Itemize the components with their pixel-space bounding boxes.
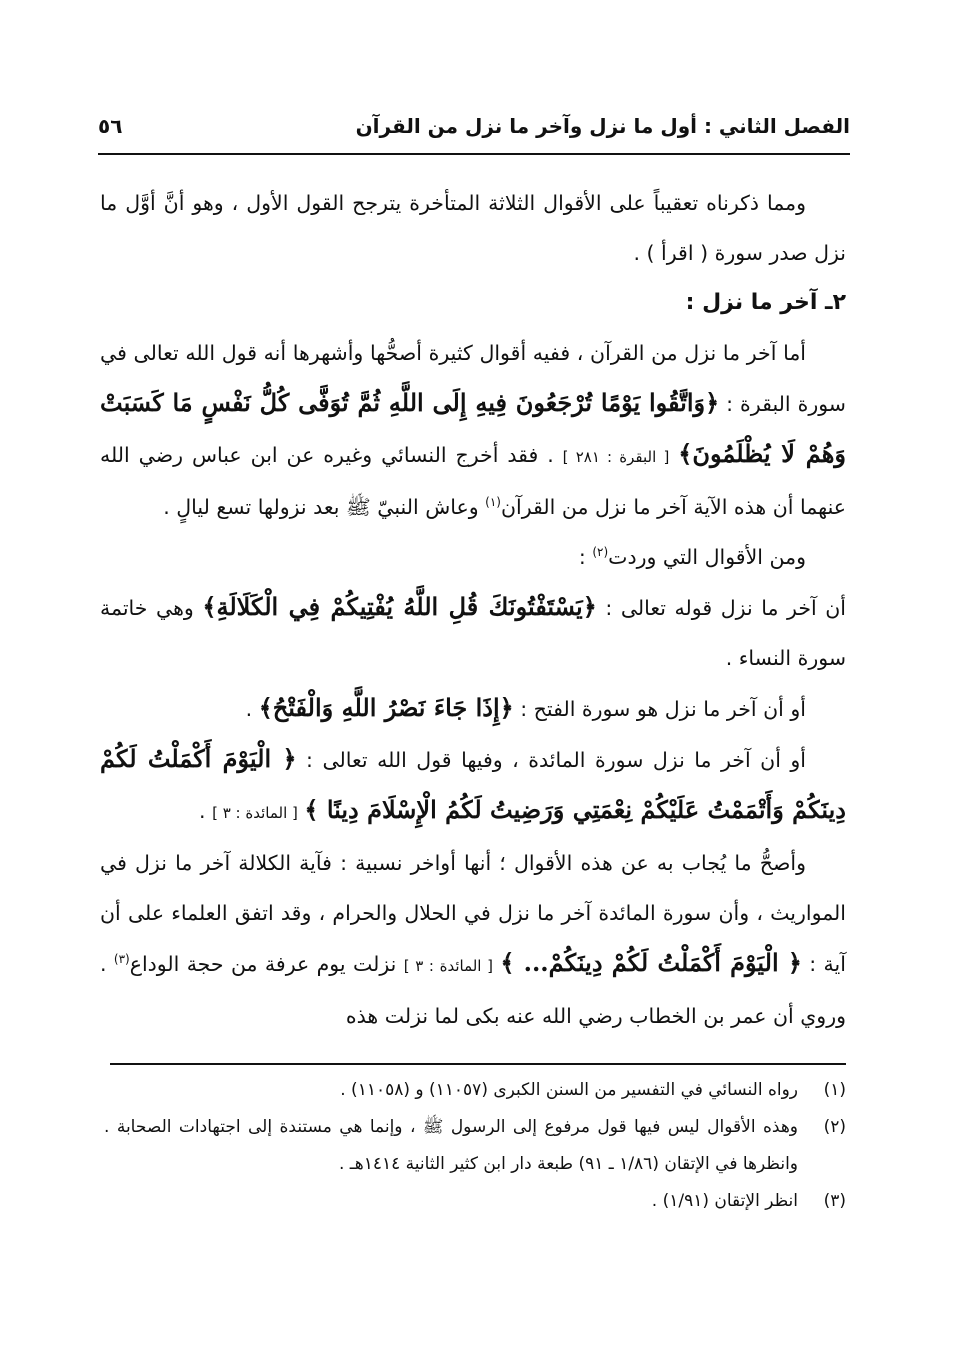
paragraph-3: [100, 532, 846, 582]
chapter-title: الفصل الثاني : أول ما نزل وآخر ما نزل من القرآن: [355, 114, 850, 138]
footnote-text: رواه النسائي في التفسير من السنن الكبرى (١١٠٥٧) و (١١٠٥٨) .: [340, 1080, 798, 1100]
verse-reference: [ المائدة : ٣ ]: [212, 804, 298, 822]
paragraph-2-rest: . فقد أخرج النسائي وغيره عن ابن عباس رضي الله عنهما أن هذه الآية آخر ما نزل من القرآن: [100, 443, 846, 519]
footnote-marker-3[interactable]: (٣): [113, 952, 130, 967]
paragraph-2: [100, 328, 846, 532]
paragraph-5-end: .: [245, 697, 253, 721]
main-text: [100, 178, 846, 1041]
paragraph-6-intro: أو أن آخر ما نزل سورة المائدة ، وفيها قول الله تعالى :: [306, 748, 806, 772]
paragraph-5: [100, 683, 846, 734]
paragraph-1: ومما ذكرناه تعقيباً على الأقوال الثلاثة المتأخرة يترجح القول الأول ، وهو أنَّ أوَّل ما نزل صدر سورة ( اقرأ ) .: [100, 191, 846, 265]
footnotes: [104, 1072, 846, 1220]
quran-verse-fath: ﴿إِذَا جَاءَ نَصْرُ اللَّهِ وَالْفَتْحُ﴾: [258, 693, 514, 722]
footnote: [104, 1183, 846, 1220]
section-heading: ٢ـ آخر ما نزل :: [685, 290, 846, 315]
paragraph-6: [100, 734, 846, 838]
footnote-text: انظر الإتقان (١/٩١) .: [651, 1191, 798, 1211]
verse-reference: [ البقرة : ٢٨١ ]: [562, 448, 670, 466]
paragraph-3-end: :: [578, 545, 586, 569]
paragraph-5-intro: أو أن آخر ما نزل هو سورة الفتح :: [520, 697, 806, 721]
running-header: [98, 108, 850, 144]
quran-verse-kalalah: ﴿يَسْتَفْتُونَكَ قُلِ اللَّهُ يُفْتِيكُمْ فِي الْكَلَالَةِ﴾: [202, 592, 597, 621]
paragraph-4: [100, 582, 846, 683]
paragraph-2-end: وعاش النبيّ ﷺ بعد نزولها تسع ليالٍ .: [163, 495, 479, 519]
paragraph-4-end: وهي خاتمة سورة النساء .: [100, 596, 846, 670]
paragraph-7-end: . وروي أن عمر بن الخطاب رضي الله عنه بكى لما نزلت هذه: [100, 952, 846, 1028]
paragraph-7-mid: نزلت يوم عرفة من حجة الوداع: [129, 952, 397, 976]
paragraph-7-intro: وأصحُّ ما يُجاب به عن هذه الأقوال ؛ أنها أواخر نسبية : فآية الكلالة آخر ما نزل في المواريث ، وأن سورة المائدة آخر ما نزل في الحلال والحرام ، وقد اتفق العلماء على أن آية :: [100, 851, 846, 976]
page-number: ٥٦: [98, 114, 123, 138]
footnote-number: (٢): [823, 1117, 846, 1137]
quran-verse-maidah: ﴿ الْيَوْمَ أَكْمَلْتُ لَكُمْ دِينَكُمْ وَأَتْمَمْتُ عَلَيْكُمْ نِعْمَتِي وَرَضِيتُ لَكُمُ الْإِسْلَامَ دِينًا ﴾: [100, 744, 846, 824]
quran-verse-maidah-short: ﴿ الْيَوْمَ أَكْمَلْتُ لَكُمْ دِينَكُمْ... ﴾: [500, 948, 802, 977]
footnote-marker-2[interactable]: (٢): [592, 545, 609, 560]
footnote-marker-1[interactable]: (١): [485, 495, 501, 510]
footnote-rule: [110, 1063, 846, 1065]
footnote-text: وهذه الأقوال ليس فيها قول مرفوع إلى الرسول ﷺ ، وإنما هي مستندة إلى اجتهادات الصحابة . وانظرها في الإتقان (١/٨٦ ـ ٩١) طبعة دار ابن كثير الثانية ١٤١٤هـ .: [104, 1117, 798, 1174]
paragraph-7: [100, 838, 846, 1041]
footnote-number: (١): [823, 1080, 846, 1100]
footnote-number: (٣): [823, 1191, 846, 1211]
verse-reference: [ المائدة : ٣ ]: [403, 957, 493, 975]
paragraph-3-text: ومن الأقوال التي وردت: [608, 545, 806, 569]
paragraph-6-end: .: [199, 799, 206, 823]
footnote: [104, 1109, 846, 1183]
paragraph-4-intro: أن آخر ما نزل قوله تعالى :: [605, 596, 847, 620]
quran-verse-baqarah: ﴿وَاتَّقُوا يَوْمًا تُرْجَعُونَ فِيهِ إِلَى اللَّهِ ثُمَّ تُوَفَّى كُلُّ نَفْسٍ مَا كَسَبَتْ وَهُمْ لَا يُظْلَمُونَ﴾: [100, 388, 846, 468]
footnote: [104, 1072, 846, 1109]
paragraph-2-intro: أما آخر ما نزل من القرآن ، ففيه أقوال كثيرة أصحُّها وأشهرها أنه قول الله تعالى في سورة البقرة :: [100, 341, 846, 416]
header-rule: [98, 153, 850, 155]
